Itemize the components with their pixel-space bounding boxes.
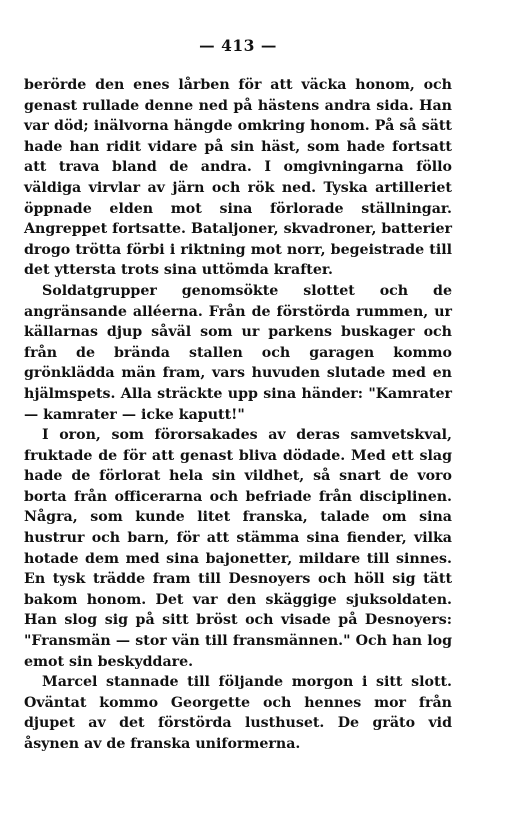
paragraph: I oron, som förorsakades av deras samvetskval, fruktade de för att genast bliva dödade. Med ett slag hade de förlorat hela sin vildhet, så snart de voro borta från officerarna och befriade från disciplinen. Några, som kunde litet franska, talade om sina hustrur och barn, för att stämma sina fiender, vilka hotade dem med sina bajonetter, mildare till sinnes. En tysk trädde fram till Desnoyers och höll sig tätt bakom honom. Det var den skäggige sjuksoldaten. Han slog sig på sitt bröst och visade på Desnoyers: "Fransmän — stor vän till fransmännen." Och han log emot sin beskyddare. bbox=[24, 427, 452, 670]
paragraph-continued: berörde den enes lårben för att väcka honom, och genast rullade denne ned på hästens andra sida. Han var död; inälvorna hängde omkring honom. På så sätt hade han ridit vidare på sin häst, som hade fortsatt att trava bland de andra. I omgivningarna föllo väldiga virvlar av järn och rök ned. Tyska artilleriet öppnade elden mot sina förlorade ställningar. Angreppet fortsatte. Bataljoner, skvadroner, batterier drogo trötta förbi i riktning mot norr, begeistrade till det yttersta trots sina uttömda krafter. bbox=[24, 77, 452, 279]
paragraph: Soldatgrupper genomsökte slottet och de angränsande alléerna. Från de förstörda rummen, ur källarnas djup såväl som ur parkens buskager och från de brända stallen och garagen kommo grönklädda män fram, vars huvuden slutade med en hjälmspets. Alla sträckte upp sina händer: "Kamrater — kamrater — icke kaputt!" bbox=[24, 282, 452, 423]
paragraph: Marcel stannade till följande morgon i sitt slott. Oväntat kommo Georgette och hennes mor från djupet av det förstörda lusthuset. De gräto vid åsynen av de franska uniformerna. bbox=[24, 674, 452, 752]
text-body bbox=[24, 75, 452, 755]
page-number: — 413 — bbox=[199, 36, 277, 55]
book-page bbox=[24, 36, 452, 755]
